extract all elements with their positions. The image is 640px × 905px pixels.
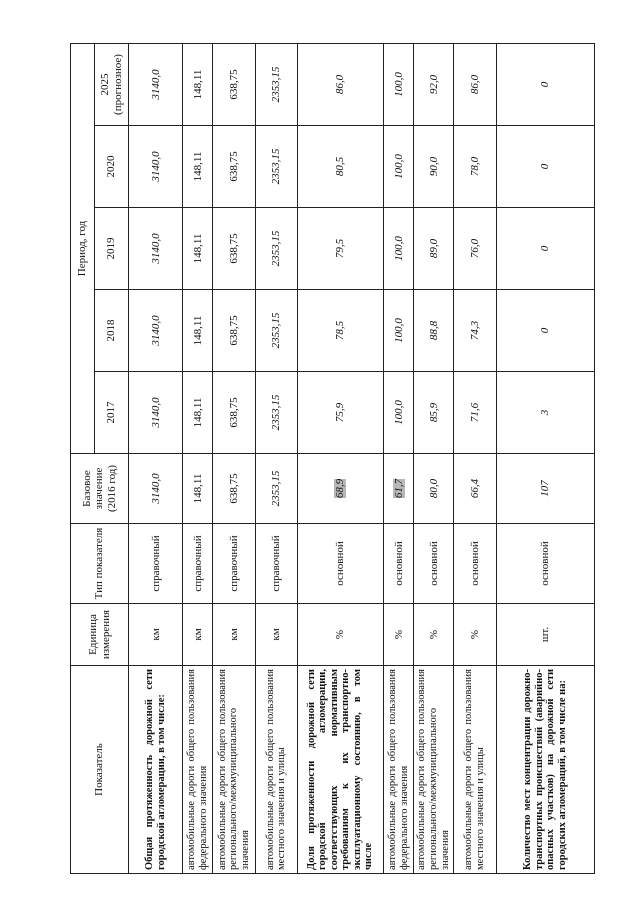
row-value-2018: 3140,0 (129, 290, 183, 372)
row-unit: км (129, 604, 183, 666)
table-row (454, 43, 496, 873)
row-name: автомобильные дороги общего пользования федерального значения (183, 666, 213, 874)
row-value-2019: 638,75 (213, 208, 255, 290)
row-base-value: 148,11 (183, 454, 213, 524)
row-value-2018: 638,75 (213, 290, 255, 372)
row-value-2017: 75,9 (297, 372, 383, 454)
row-type: справочный (129, 524, 183, 604)
header-indicator: Показатель (71, 666, 129, 874)
row-value-2019: 76,0 (454, 208, 496, 290)
row-type: основной (384, 524, 414, 604)
row-value-2020: 2353,15 (255, 126, 297, 208)
row-unit: % (297, 604, 383, 666)
row-value-2020: 0 (496, 126, 594, 208)
row-name: Количество мест концентрации дорожно-транспортных происшествий (аварийно-опасных участков) на дорожной сети городских агломераций, в том числе на: (496, 666, 594, 874)
row-value-2025: 92,0 (414, 43, 454, 125)
row-name: автомобильные дороги общего пользования местного значения и улицы (255, 666, 297, 874)
row-base-value: 66,4 (454, 454, 496, 524)
row-value-2018: 100,0 (384, 290, 414, 372)
row-value-2025: 86,0 (454, 43, 496, 125)
row-unit: км (255, 604, 297, 666)
row-value-2017: 85,9 (414, 372, 454, 454)
row-name: автомобильные дороги общего пользования регионального/межмуниципального значения (414, 666, 454, 874)
row-base-value: 2353,15 (255, 454, 297, 524)
row-unit: % (414, 604, 454, 666)
row-value-2018: 2353,15 (255, 290, 297, 372)
table-row (129, 43, 183, 873)
row-value-2019: 148,11 (183, 208, 213, 290)
row-value-2019: 2353,15 (255, 208, 297, 290)
row-value-2020: 638,75 (213, 126, 255, 208)
row-base-value: 68,9 (334, 478, 347, 499)
row-type: основной (496, 524, 594, 604)
row-value-2025: 2353,15 (255, 43, 297, 125)
row-base-value: 107 (496, 454, 594, 524)
row-value-2025: 100,0 (384, 43, 414, 125)
row-unit: км (183, 604, 213, 666)
row-unit: % (384, 604, 414, 666)
row-value-2020: 100,0 (384, 126, 414, 208)
header-year: 2019 (95, 208, 129, 290)
row-name: автомобильные дороги общего пользования регионального/межмуниципального значения (213, 666, 255, 874)
table-row (414, 43, 454, 873)
row-value-2025: 86,0 (297, 43, 383, 125)
header-year: 2025 (прогнозное) (95, 43, 129, 125)
row-value-2019: 0 (496, 208, 594, 290)
row-name: автомобильные дороги общего пользования федерального значения (384, 666, 414, 874)
row-value-2018: 148,11 (183, 290, 213, 372)
row-unit: шт. (496, 604, 594, 666)
row-value-2020: 80,5 (297, 126, 383, 208)
row-type: справочный (183, 524, 213, 604)
row-value-2019: 3140,0 (129, 208, 183, 290)
row-value-2025: 638,75 (213, 43, 255, 125)
row-unit: % (454, 604, 496, 666)
row-name: Общая протяженность дорожной сети городской агломерации, в том числе: (129, 666, 183, 874)
row-value-2017: 3140,0 (129, 372, 183, 454)
row-value-2017: 71,6 (454, 372, 496, 454)
row-base-value: 80,0 (414, 454, 454, 524)
row-value-2020: 90,0 (414, 126, 454, 208)
row-unit: км (213, 604, 255, 666)
header-year: 2017 (95, 372, 129, 454)
row-type: справочный (213, 524, 255, 604)
row-value-2019: 89,0 (414, 208, 454, 290)
row-value-2018: 74,3 (454, 290, 496, 372)
row-type: основной (454, 524, 496, 604)
header-year: 2018 (95, 290, 129, 372)
row-value-2017: 638,75 (213, 372, 255, 454)
row-value-2017: 2353,15 (255, 372, 297, 454)
header-period: Период, год (71, 43, 95, 453)
table-row (384, 43, 414, 873)
header-base-value: Базовое значение (2016 год) (71, 454, 129, 524)
indicators-table (70, 43, 595, 874)
table-row (183, 43, 213, 873)
row-name: Доля протяженности дорожной сети городской агломерации, соответствующих нормативным требованиям к их транспортно-эксплуатационному состоянию, в том числе (297, 666, 383, 874)
row-base-value: 3140,0 (129, 454, 183, 524)
row-type: справочный (255, 524, 297, 604)
row-value-2020: 148,11 (183, 126, 213, 208)
rotated-table-container (70, 44, 595, 874)
header-year: 2020 (95, 126, 129, 208)
row-value-2017: 3 (496, 372, 594, 454)
table-row (496, 43, 594, 873)
row-value-2017: 100,0 (384, 372, 414, 454)
table-row (213, 43, 255, 873)
row-value-2025: 0 (496, 43, 594, 125)
row-value-2020: 3140,0 (129, 126, 183, 208)
row-base-value: 638,75 (213, 454, 255, 524)
table-row (297, 43, 383, 873)
table-row (255, 43, 297, 873)
row-value-2025: 148,11 (183, 43, 213, 125)
row-value-2017: 148,11 (183, 372, 213, 454)
row-base-value: 61,7 (392, 478, 405, 499)
row-value-2019: 100,0 (384, 208, 414, 290)
row-value-2019: 79,5 (297, 208, 383, 290)
row-type: основной (297, 524, 383, 604)
row-value-2025: 3140,0 (129, 43, 183, 125)
row-value-2018: 78,5 (297, 290, 383, 372)
row-value-2020: 78,0 (454, 126, 496, 208)
row-name: автомобильные дороги общего пользования местного значения и улицы (454, 666, 496, 874)
row-value-2018: 0 (496, 290, 594, 372)
row-type: основной (414, 524, 454, 604)
row-value-2018: 88,8 (414, 290, 454, 372)
header-unit: Единица измерения (71, 604, 129, 666)
header-type: Тип показателя (71, 524, 129, 604)
